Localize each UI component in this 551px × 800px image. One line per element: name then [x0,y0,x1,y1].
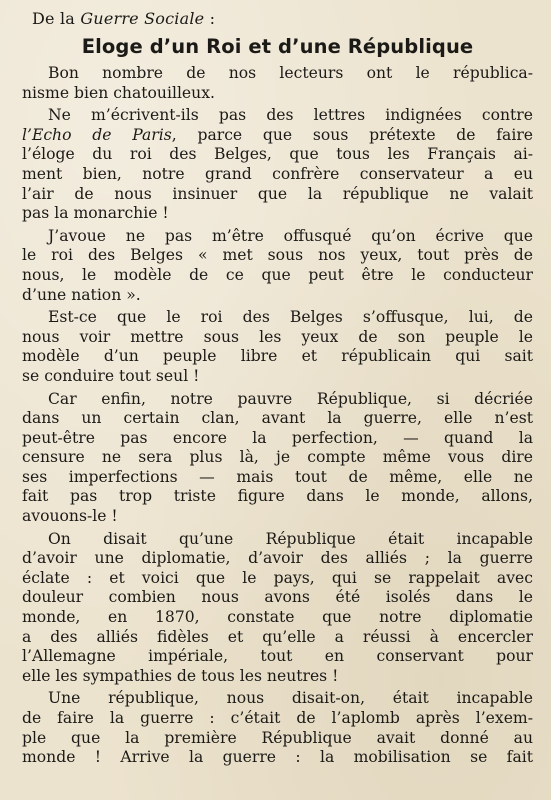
text-line: monde, en 1870, constate que notre diplomatie [22,608,533,627]
text-line: avouons-le ! [22,507,118,526]
text-line: de faire la guerre : c’était de l’aplomb après l’exem- [22,709,533,727]
text-line: J’avoue ne pas m’être offusqué qu’on écrive que [48,226,533,245]
text-line: douleur combien nous avons été isolés dans le [22,588,533,607]
text-line: Car enfin, notre pauvre République, si décriée [48,389,533,408]
text-line: ple que la première République avait donné au [22,728,533,747]
article-body [22,64,533,768]
text-line: ment bien, notre grand confrère conservateur a eu [22,164,533,183]
text-line: modèle d’un peuple libre et républicain qui sait [22,347,533,366]
paragraph-4 [22,308,533,386]
text-line: le roi des Belges « met sous nos yeux, tout près de [22,246,533,265]
text-line: a des alliés fidèles et qu’elle a réussi à encercler [22,627,533,646]
text-line: fait pas trop triste figure dans le monde, allons, [22,487,533,506]
echo-de-paris-italic: l’Echo de Paris [22,125,172,144]
text-line: Est-ce que le roi des Belges s’offusque, lui, de [48,308,533,327]
text-line: monde ! Arrive la guerre : la mobilisation se fait [22,748,533,767]
text-line: éclate : et voici que le pays, qui se rappelait avec [22,568,533,587]
text-line: On disait qu’une République était incapable [48,529,533,548]
source-attribution [32,8,533,30]
text-line: Ne m’écrivent-ils pas des lettres indignées contre [48,106,533,125]
text-line [22,126,533,146]
text-line: Une république, nous disait-on, était incapable [48,689,533,708]
text-line: pas la monarchie ! [22,204,169,223]
paragraph-5 [22,390,533,527]
text-line: nous voir mettre sous les yeux de son peuple le [22,327,533,346]
text-line: dans un certain clan, avant la guerre, elle n’est [22,409,533,428]
text-line: d’une nation ». [22,285,141,304]
text-line: elle les sympathies de tous les neutres ! [22,666,339,685]
paragraph-7 [22,689,533,767]
text-line: se conduire tout seul ! [22,366,200,385]
text-line-rest: , parce que sous prétexte de faire [171,125,533,144]
text-line: d’avoir une diplomatie, d’avoir des alliés ; la guerre [22,549,533,568]
paragraph-1 [22,64,533,103]
text-line: peut-être pas encore la perfection, — quand la [22,428,533,447]
text-line: l’air de nous insinuer que la république ne valait [22,184,533,203]
paragraph-2 [22,106,533,224]
text-line: ses imperfections — mais tout de même, elle ne [22,467,533,486]
article-headline: Eloge d’un Roi et d’une République [81,35,474,58]
source-publication: Guerre Sociale [80,9,205,28]
text-line: nous, le modèle de ce que peut être le conducteur [22,265,533,284]
text-line: l’Allemagne impériale, tout en conservant pour [22,647,533,666]
paragraph-6 [22,530,533,687]
text-line: censure ne sera plus là, je compte même vous dire [22,448,533,467]
text-line: nisme bien chatouilleux. [22,83,215,102]
source-suffix: : [204,9,216,28]
text-line: Bon nombre de nos lecteurs ont le républica- [48,64,533,82]
source-prefix: De la [32,9,81,28]
paragraph-3 [22,227,533,305]
text-line: l’éloge du roi des Belges, que tous les Français ai- [22,145,533,164]
